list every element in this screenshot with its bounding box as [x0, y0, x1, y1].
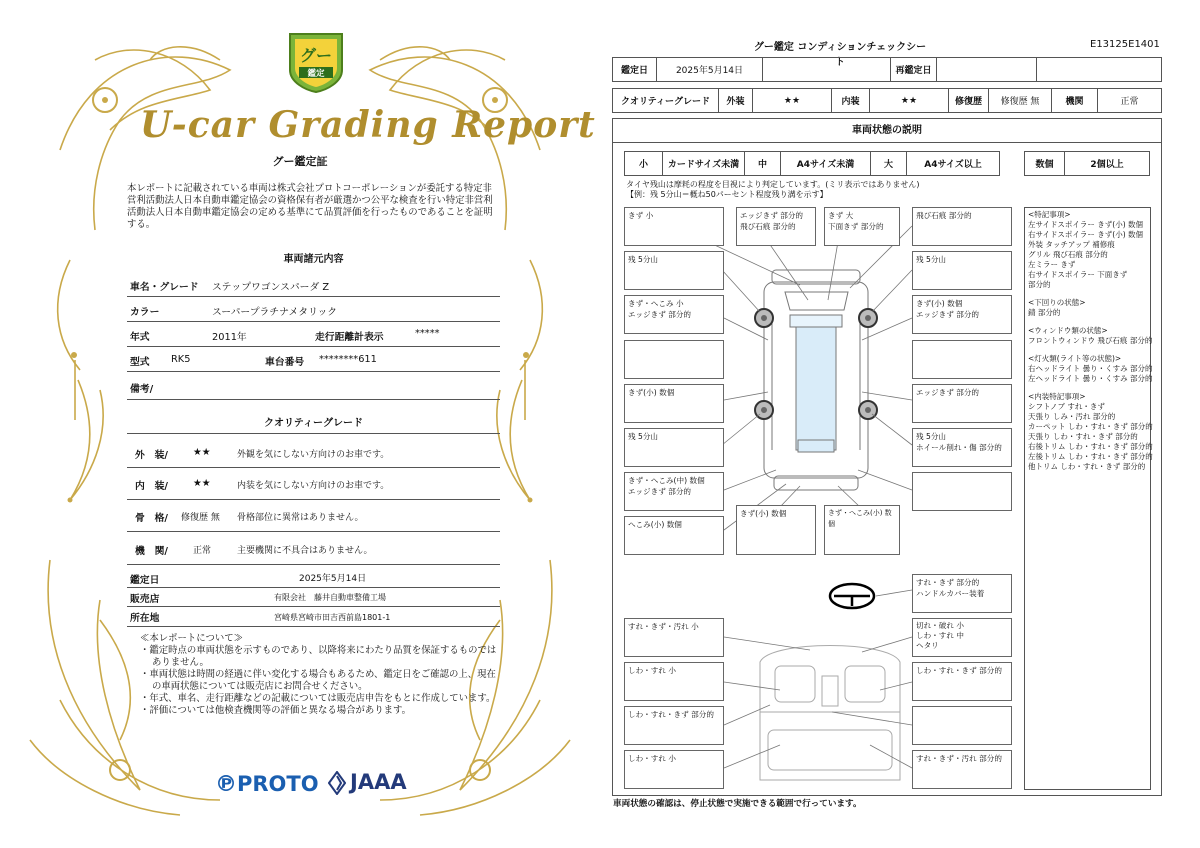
exterior-text: 外観を気にしない方向けのお車です。: [237, 450, 390, 460]
interior-grade-row: [127, 468, 500, 500]
condition-box: 飛び石痕 部分的: [912, 207, 1012, 246]
special-note-line: <灯火類(ライト等の状態)>: [1028, 354, 1122, 363]
interior-label: 内装: [832, 89, 870, 112]
date-value: 2025年5月14日: [657, 58, 763, 81]
exterior-stars: ★★: [193, 447, 211, 458]
notes-spacer: [1028, 384, 1152, 392]
vehicle-name-value: ステップワゴンスパーダ Z: [212, 282, 330, 293]
special-note-line: カーペット しわ・すれ・きず 部分的: [1028, 422, 1153, 431]
engine-label: 機 関/: [135, 546, 168, 557]
tire-note-line-2: 【例：残 5分山＝概ね50パーセント程度残り溝を示す】: [626, 190, 828, 199]
frame-label: 骨 格/: [135, 513, 168, 524]
condition-box: 残 5分山: [624, 428, 724, 467]
exterior-label: 外 装/: [135, 450, 168, 461]
sheet-id: E13125E1401: [1090, 39, 1160, 50]
interior-condition-box: しわ・すれ 小: [624, 662, 724, 701]
special-note-line: <ウィンドウ類の状態>: [1028, 326, 1108, 335]
vehicle-model-row: [127, 347, 500, 372]
special-note-line: 左ヘッドライト 曇り・くすみ 部分的: [1028, 374, 1153, 383]
exterior-value: ★★: [753, 89, 832, 112]
interior-stars: ★★: [193, 478, 211, 489]
vehicle-model-value: RK5: [171, 354, 191, 365]
notes-spacer: [1028, 318, 1152, 326]
interior-condition-box: すれ・きず・汚れ 小: [624, 618, 724, 657]
special-note-line: <特記事項>: [1028, 210, 1071, 219]
notes-spacer: [1028, 346, 1152, 354]
note-item: ・鑑定時点の車両状態を示すものであり、以降将来にわたり品質を保証するものではありません。: [140, 645, 497, 668]
legend-medium-desc: A4サイズ未満: [781, 152, 871, 175]
special-note-line: 外装 タッチアップ 補修痕: [1028, 240, 1115, 249]
legend-large-desc: A4サイズ以上: [924, 160, 982, 170]
legend-medium: 中: [745, 152, 781, 175]
notes-spacer: [1028, 290, 1152, 298]
tire-note-line-1: タイヤ残山は摩耗の程度を目視により判定しています。(ミリ表示ではありません): [626, 180, 920, 189]
legend-large: 大: [871, 152, 907, 175]
exterior-car-outline: [764, 270, 868, 490]
notes-heading: ≪本レポートについて≫: [140, 633, 243, 644]
condition-box: 残 5分山: [624, 251, 724, 290]
legend-count-desc: 2個以上: [1090, 160, 1124, 170]
condition-box: きず 小: [624, 207, 724, 246]
steering-wheel-icon: [830, 584, 874, 608]
address-label: 所在地: [130, 613, 160, 624]
mileage-label: 走行距離計表示: [315, 332, 384, 343]
engine-grade-row: [127, 532, 500, 565]
special-notes-list: [1028, 210, 1152, 472]
report-notes: [140, 633, 500, 717]
address-row: [127, 607, 500, 627]
interior-text: 内装を気にしない方向けのお車です。: [237, 481, 390, 491]
condition-box: きず・へこみ 小 エッジきず 部分的: [624, 295, 724, 334]
engine-value: 正常: [1120, 97, 1139, 107]
condition-box: 残 5分山 ホイール削れ・傷 部分的: [912, 428, 1012, 467]
interior-condition-box: [912, 706, 1012, 745]
note-item: ・年式、車名、走行距離などの記載については販売店申告をもとに作成しています。: [140, 693, 496, 704]
certificate-text: 本レポートに記載されている車両は株式会社プロトコーポレーションが委託する特定非営利活動法人日本自動車鑑定協会の資格保有者が厳選かつ公平な検査を行い特定非営利活動法人日本自動車鑑定協会の定める基準にて品質評価を行ったものであることを証明する。: [127, 183, 493, 230]
dealer-label: 販売店: [130, 594, 160, 605]
vehicle-remarks-row: [127, 372, 500, 400]
condition-box: きず(小) 数個: [624, 384, 724, 423]
report-title: U-car Grading Report: [140, 104, 596, 146]
condition-check-sheet: [600, 0, 1200, 848]
special-note-line: フロントウィンドウ 飛び石痕 部分的: [1028, 336, 1153, 345]
engine-value: 正常: [193, 546, 212, 556]
special-note-line: 右サイドスポイラー きず(小) 数個: [1028, 230, 1144, 239]
vehicle-color-value: スーパープラチナメタリック: [212, 307, 338, 318]
condition-box: きず(小) 数個: [736, 505, 816, 555]
repair-value: 修復歴 無: [989, 89, 1052, 112]
note-item: ・評価については他検査機関等の評価と異なる場合があります。: [140, 705, 411, 716]
remarks-label: 備考/: [130, 384, 154, 395]
interior-condition-box: すれ・きず 部分的 ハンドルカバー装着: [912, 574, 1012, 613]
condition-box: きず・へこみ(小) 数個: [824, 505, 900, 555]
vehicle-name-row: [127, 272, 500, 297]
footer-note: 車両状態の確認は、停止状態で実施できる範囲で行っています。: [613, 799, 862, 809]
vehicle-section-title: 車両諸元内容: [283, 254, 344, 265]
exterior-grade-row: [127, 433, 500, 468]
vehicle-year-value: 2011年: [212, 332, 247, 343]
grade-label: クオリティーグレード: [613, 89, 719, 112]
sheet-title: グー鑑定 コンディションチェックシート: [753, 42, 927, 68]
vehicle-color-row: [127, 297, 500, 322]
special-note-line: 部分的: [1028, 280, 1051, 289]
mileage-value: *****: [415, 328, 440, 339]
certificate-title: グー鑑定証: [272, 155, 328, 168]
vehicle-model-label: 型式: [130, 357, 150, 368]
special-note-line: <内装特記事項>: [1028, 392, 1086, 401]
condition-box: エッジきず 部分的 飛び石痕 部分的: [736, 207, 816, 246]
repair-label: 修復歴: [949, 89, 989, 112]
special-note-line: 左ミラー きず: [1028, 260, 1076, 269]
condition-box: きず(小) 数個 エッジきず 部分的: [912, 295, 1012, 334]
goo-appraisal-badge: [287, 30, 345, 94]
vehicle-year-row: [127, 322, 500, 347]
condition-box: きず 大 下面きず 部分的: [824, 207, 900, 246]
badge-subtext: 鑑定: [307, 68, 325, 78]
vehicle-name-label: 車名・グレード: [130, 282, 199, 293]
interior-condition-box: しわ・すれ・きず 部分的: [912, 662, 1012, 701]
grade-section-title: クオリティーグレード: [264, 418, 363, 429]
condition-box: へこみ(小) 数個: [624, 516, 724, 555]
interior-condition-box: すれ・きず・汚れ 部分的: [912, 750, 1012, 789]
condition-box: [912, 340, 1012, 379]
vehicle-color-label: カラー: [130, 307, 160, 318]
interior-condition-box: しわ・すれ・きず 部分的: [624, 706, 724, 745]
dealer-row: [127, 588, 500, 607]
interior-condition-box: しわ・すれ 小: [624, 750, 724, 789]
special-note-line: 天張り しみ・汚れ 部分的: [1028, 412, 1116, 421]
jaaa-mark-icon: [328, 771, 346, 795]
condition-box: きず・へこみ(中) 数個 エッジきず 部分的: [624, 472, 724, 511]
appraisal-date-label: 鑑定日: [130, 575, 160, 586]
legend-count: 数個: [1025, 152, 1065, 175]
special-note-line: 天張り しわ・すれ・きず 部分的: [1028, 432, 1138, 441]
interior-outline: [760, 646, 900, 781]
special-note-line: 右ヘッドライト 曇り・くすみ 部分的: [1028, 364, 1153, 373]
exterior-label: 外装: [719, 89, 753, 112]
chassis-label: 車台番号: [265, 357, 305, 368]
vehicle-year-label: 年式: [130, 332, 150, 343]
interior-condition-box: 切れ・破れ 小 しわ・すれ 中 ヘタリ: [912, 618, 1012, 657]
note-item: ・車両状態は時間の経過に伴い変化する場合もあるため、鑑定日をご確認の上、現在の車両状態については販売店にお問合せください。: [140, 669, 496, 692]
appraisal-date-value: 2025年5月14日: [299, 574, 367, 584]
reappraisal-label: 再鑑定日: [891, 58, 937, 81]
appraisal-date-row: [127, 568, 500, 588]
special-note-line: <下回りの状態>: [1028, 298, 1086, 307]
address-value: 宮崎県宮崎市田吉西前島1801-1: [274, 613, 391, 622]
chassis-value: ********611: [319, 354, 377, 365]
interior-leader-lines: [724, 637, 912, 768]
condition-box: エッジきず 部分的: [912, 384, 1012, 423]
special-note-line: シフトノブ すれ・きず: [1028, 402, 1105, 411]
interior-label: 内 装/: [135, 481, 168, 492]
frame-text: 骨格部位に異常はありません。: [237, 513, 364, 523]
special-note-line: 錆 部分的: [1028, 308, 1061, 317]
engine-label: 機関: [1052, 89, 1098, 112]
interior-value: ★★: [870, 89, 949, 112]
condition-box: [912, 472, 1012, 511]
special-note-line: 他トリム しわ・すれ・きず 部分的: [1028, 462, 1146, 471]
special-note-line: 左サイドスポイラー きず(小) 数個: [1028, 220, 1144, 229]
vehicle-state-title: 車両状態の説明: [612, 118, 1162, 143]
date-label: 鑑定日: [613, 58, 657, 81]
condition-box: 残 5分山: [912, 251, 1012, 290]
engine-text: 主要機関に不具合はありません。: [237, 546, 373, 556]
special-note-line: 右サイドスポイラー 下面きず: [1028, 270, 1128, 279]
special-note-line: 左後トリム しわ・すれ・きず 部分的: [1028, 452, 1153, 461]
frame-grade-row: [127, 500, 500, 532]
proto-logo: ℗PROTO: [215, 772, 319, 797]
proto-mark-icon: ℗: [215, 772, 237, 797]
condition-box: [624, 340, 724, 379]
frame-value: 修復歴 無: [181, 513, 220, 523]
jaaa-logo: JAAA: [328, 770, 407, 795]
legend-small: 小: [625, 152, 663, 175]
dealer-value: 有限会社 藤井自動車整備工場: [274, 593, 386, 602]
badge-text: グー: [299, 48, 333, 65]
special-note-line: 右後トリム しわ・すれ・きず 部分的: [1028, 442, 1153, 451]
legend-small-desc: カードサイズ未満: [663, 152, 745, 175]
special-note-line: グリル 飛び石痕 部分的: [1028, 250, 1108, 259]
